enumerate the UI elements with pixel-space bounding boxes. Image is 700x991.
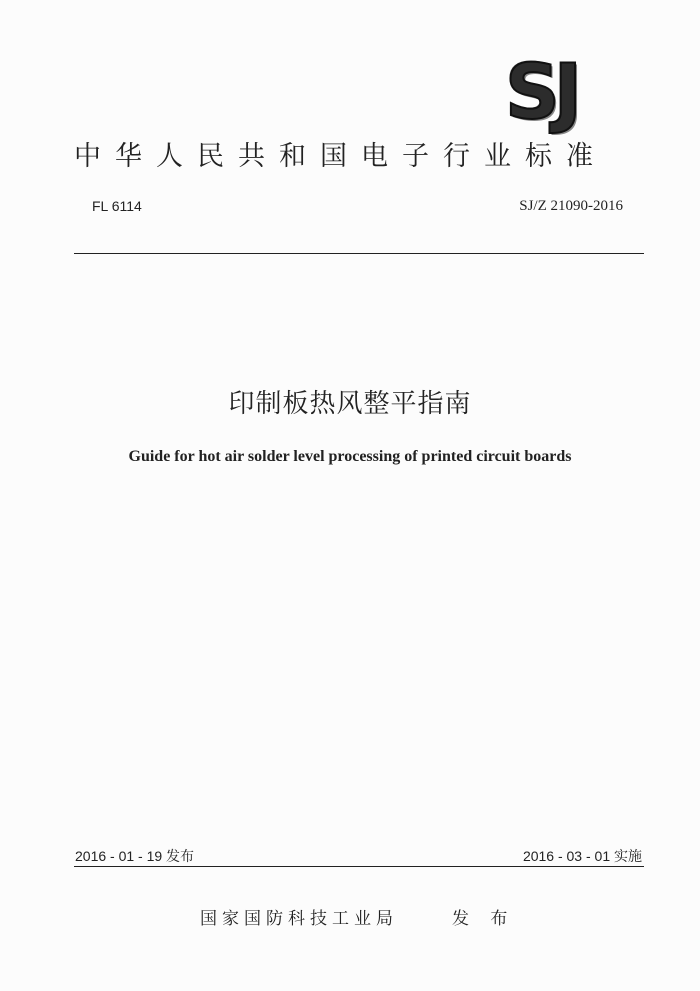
- footer-divider: [74, 866, 644, 867]
- publish-label: 发 布: [452, 909, 516, 929]
- header-divider: [74, 253, 644, 254]
- standard-number: SJ/Z 21090-2016: [519, 198, 623, 214]
- org-title: 中华人民共和国电子行业标准: [74, 141, 607, 172]
- issue-date: 2016 - 01 - 19 发布: [75, 848, 195, 864]
- sj-logo: SJ: [505, 47, 577, 136]
- document-title-chinese: 印制板热风整平指南: [228, 389, 472, 419]
- document-title-english: Guide for hot air solder level processing of printed circuit boards: [128, 448, 572, 465]
- publisher-name: 国家国防科技工业局: [200, 909, 398, 929]
- implementation-date: 2016 - 03 - 01 实施: [522, 848, 642, 864]
- classification-code: FL 6114: [92, 198, 142, 214]
